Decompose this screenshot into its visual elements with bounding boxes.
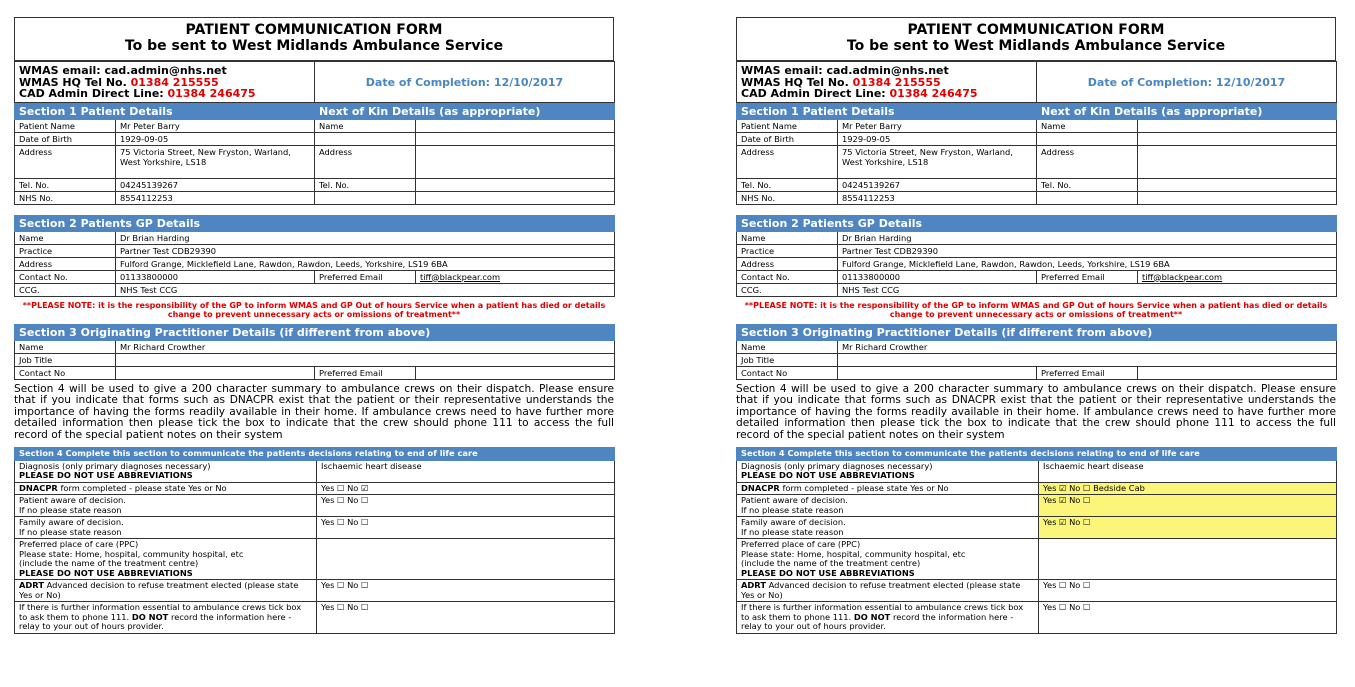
patient-aware-label: Patient aware of decision. If no please state reason <box>15 495 317 517</box>
section3-table <box>736 324 1337 380</box>
section4-instructions: Section 4 will be used to give a 200 character summary to ambulance crews on their dispatch. Please ensure that if you indicate that forms such as DNACPR exist that the patient or their representative understands the importance of having the forms readily available in their home. If ambulance crews need to have further more detailed information then please tick the box to indicate that the crew should phone 111 to access the full record of the special patient notes on their system <box>14 382 614 441</box>
further-info-label: If there is further information essential to ambulance crews tick box to ask them to phone 111. DO NOT record the information here - relay to your out of hours provider. <box>737 602 1039 634</box>
gp-address-value: Fulford Grange, Micklefield Lane, Rawdon, Rawdon, Leeds, Yorkshire, LS19 6BA <box>838 257 1337 270</box>
practice-value: Partner Test CDB29390 <box>838 244 1337 257</box>
section1-header: Section 1 Patient Details <box>15 103 315 119</box>
label: Name <box>737 340 838 353</box>
label: Tel. No. <box>315 178 416 191</box>
gp-contact-value: 01133800000 <box>116 270 315 283</box>
label: Name <box>15 231 116 244</box>
kin-name-value[interactable] <box>1138 119 1337 132</box>
date-of-completion: Date of Completion: 12/10/2017 <box>1037 62 1337 103</box>
practitioner-email-value[interactable] <box>416 366 615 379</box>
gp-responsibility-note: **PLEASE NOTE: it is the responsibility of the GP to inform WMAS and GP Out of hours Service when a patient has died or details change to prevent unnecessary acts or omissions of treatment** <box>22 300 606 319</box>
gp-name-value: Dr Brian Harding <box>838 231 1337 244</box>
label: Date of Birth <box>737 132 838 145</box>
gp-name-value: Dr Brian Harding <box>116 231 615 244</box>
gp-email-link[interactable]: tiff@blackpear.com <box>416 270 615 283</box>
address-value: 75 Victoria Street, New Fryston, Warland, West Yorkshire, LS18 <box>838 145 1037 178</box>
label: Address <box>15 145 116 178</box>
empty-cell <box>1138 191 1337 204</box>
family-aware-checkboxes[interactable]: Yes ☐ No ☐ <box>317 517 615 539</box>
wmas-contact-info: WMAS email: cad.admin@nhs.net WMAS HQ Tel No. 01384 215555 CAD Admin Direct Line: 01384 246475 <box>15 62 315 103</box>
job-title-value[interactable] <box>116 353 615 366</box>
empty-cell <box>315 191 416 204</box>
kin-address-value[interactable] <box>1138 145 1337 178</box>
dnacpr-label: DNACPR form completed - please state Yes or No <box>15 482 317 495</box>
further-info-label: If there is further information essential to ambulance crews tick box to ask them to phone 111. DO NOT record the information here - relay to your out of hours provider. <box>15 602 317 634</box>
dnacpr-checkboxes[interactable]: Yes ☐ No ☑ <box>317 482 615 495</box>
contact-table <box>736 61 1337 103</box>
patient-name-value: Mr Peter Barry <box>116 119 315 132</box>
label: Preferred Email <box>315 270 416 283</box>
empty-cell <box>315 132 416 145</box>
family-aware-label: Family aware of decision. If no please state reason <box>15 517 317 539</box>
further-info-checkboxes[interactable]: Yes ☐ No ☐ <box>1039 602 1337 634</box>
family-aware-checkboxes[interactable]: Yes ☑ No ☐ <box>1039 517 1337 539</box>
adrt-label: ADRT Advanced decision to refuse treatment elected (please state Yes or No) <box>15 580 317 602</box>
adrt-checkboxes[interactable]: Yes ☐ No ☐ <box>317 580 615 602</box>
label: Preferred Email <box>1037 270 1138 283</box>
next-of-kin-header: Next of Kin Details (as appropriate) <box>1037 103 1337 119</box>
further-info-checkboxes[interactable]: Yes ☐ No ☐ <box>317 602 615 634</box>
diagnosis-value: Ischaemic heart disease <box>1039 460 1337 482</box>
section1-table <box>14 103 615 205</box>
label: Contact No. <box>737 270 838 283</box>
empty-cell <box>416 132 615 145</box>
practitioner-name-value: Mr Richard Crowther <box>116 340 615 353</box>
dob-value: 1929-09-05 <box>116 132 315 145</box>
section2-header: Section 2 Patients GP Details <box>737 215 1337 231</box>
address-value: 75 Victoria Street, New Fryston, Warland, West Yorkshire, LS18 <box>116 145 315 178</box>
dnacpr-label: DNACPR form completed - please state Yes or No <box>737 482 1039 495</box>
nhs-value: 8554112253 <box>838 191 1037 204</box>
label: Preferred Email <box>315 366 416 379</box>
label: Tel. No. <box>1037 178 1138 191</box>
patient-communication-form-right <box>736 17 1336 634</box>
section4-header: Section 4 Complete this section to communicate the patients decisions relating to end of life care <box>737 448 1337 461</box>
adrt-label: ADRT Advanced decision to refuse treatment elected (please state Yes or No) <box>737 580 1039 602</box>
nhs-value: 8554112253 <box>116 191 315 204</box>
form-title: PATIENT COMMUNICATION FORM To be sent to West Midlands Ambulance Service <box>737 18 1336 61</box>
kin-name-value[interactable] <box>416 119 615 132</box>
contact-table <box>14 61 615 103</box>
section3-header: Section 3 Originating Practitioner Details (if different from above) <box>737 324 1337 340</box>
label: Patient Name <box>15 119 116 132</box>
ppc-value[interactable] <box>1039 539 1337 580</box>
section2-table <box>736 215 1337 297</box>
diagnosis-label: Diagnosis (only primary diagnoses necessary) PLEASE DO NOT USE ABBREVIATIONS <box>15 460 317 482</box>
section4-header: Section 4 Complete this section to communicate the patients decisions relating to end of life care <box>15 448 615 461</box>
label: Name <box>737 231 838 244</box>
gp-address-value: Fulford Grange, Micklefield Lane, Rawdon, Rawdon, Leeds, Yorkshire, LS19 6BA <box>116 257 615 270</box>
section3-header: Section 3 Originating Practitioner Details (if different from above) <box>15 324 615 340</box>
label: CCG. <box>737 283 838 296</box>
label: Practice <box>737 244 838 257</box>
label: Contact No <box>737 366 838 379</box>
section1-header: Section 1 Patient Details <box>737 103 1037 119</box>
patient-name-value: Mr Peter Barry <box>838 119 1037 132</box>
diagnosis-label: Diagnosis (only primary diagnoses necessary) PLEASE DO NOT USE ABBREVIATIONS <box>737 460 1039 482</box>
gp-responsibility-note: **PLEASE NOTE: it is the responsibility of the GP to inform WMAS and GP Out of hours Service when a patient has died or details change to prevent unnecessary acts or omissions of treatment** <box>744 300 1328 319</box>
ppc-label: Preferred place of care (PPC) Please state: Home, hospital, community hospital, etc (include the name of the treatment centre) PLEASE DO NOT USE ABBREVIATIONS <box>15 539 317 580</box>
adrt-checkboxes[interactable]: Yes ☐ No ☐ <box>1039 580 1337 602</box>
label: Tel. No. <box>737 178 838 191</box>
section4-table <box>736 447 1337 634</box>
form-title: PATIENT COMMUNICATION FORM To be sent to West Midlands Ambulance Service <box>15 18 614 61</box>
practitioner-contact-value[interactable] <box>116 366 315 379</box>
ppc-label: Preferred place of care (PPC) Please state: Home, hospital, community hospital, etc (include the name of the treatment centre) PLEASE DO NOT USE ABBREVIATIONS <box>737 539 1039 580</box>
label: CCG. <box>15 283 116 296</box>
label: Tel. No. <box>15 178 116 191</box>
patient-aware-checkboxes[interactable]: Yes ☐ No ☐ <box>317 495 615 517</box>
empty-cell <box>1037 191 1138 204</box>
label: Address <box>315 145 416 178</box>
label: Job Title <box>737 353 838 366</box>
dnacpr-checkboxes[interactable]: Yes ☑ No ☐ Bedside Cab <box>1039 482 1337 495</box>
label: Contact No <box>15 366 116 379</box>
kin-tel-value[interactable] <box>416 178 615 191</box>
section4-table <box>14 447 615 634</box>
job-title-value[interactable] <box>838 353 1337 366</box>
label: Name <box>15 340 116 353</box>
next-of-kin-header: Next of Kin Details (as appropriate) <box>315 103 615 119</box>
ccg-value: NHS Test CCG <box>838 283 1337 296</box>
label: Address <box>1037 145 1138 178</box>
label: Job Title <box>15 353 116 366</box>
section2-header: Section 2 Patients GP Details <box>15 215 615 231</box>
ccg-value: NHS Test CCG <box>116 283 615 296</box>
label: Address <box>737 257 838 270</box>
practitioner-name-value: Mr Richard Crowther <box>838 340 1337 353</box>
gp-contact-value: 01133800000 <box>838 270 1037 283</box>
empty-cell <box>1037 132 1138 145</box>
tel-value: 04245139267 <box>116 178 315 191</box>
section4-instructions: Section 4 will be used to give a 200 character summary to ambulance crews on their dispatch. Please ensure that if you indicate that forms such as DNACPR exist that the patient or their representative understands the importance of having the forms readily available in their home. If ambulance crews need to have further more detailed information then please tick the box to indicate that the crew should phone 111 to access the full record of the special patient notes on their system <box>736 382 1336 441</box>
label: Name <box>1037 119 1138 132</box>
ppc-value[interactable] <box>317 539 615 580</box>
empty-cell <box>1138 132 1337 145</box>
practice-value: Partner Test CDB29390 <box>116 244 615 257</box>
diagnosis-value: Ischaemic heart disease <box>317 460 615 482</box>
label: Preferred Email <box>1037 366 1138 379</box>
practitioner-email-value[interactable] <box>1138 366 1337 379</box>
label: Patient Name <box>737 119 838 132</box>
label: Address <box>737 145 838 178</box>
label: NHS No. <box>15 191 116 204</box>
section3-table <box>14 324 615 380</box>
practitioner-contact-value[interactable] <box>838 366 1037 379</box>
patient-aware-label: Patient aware of decision. If no please state reason <box>737 495 1039 517</box>
section1-table <box>736 103 1337 205</box>
label: Practice <box>15 244 116 257</box>
form-title-table <box>14 17 614 61</box>
empty-cell <box>416 191 615 204</box>
label: NHS No. <box>737 191 838 204</box>
patient-communication-form-left <box>14 17 614 634</box>
label: Address <box>15 257 116 270</box>
wmas-contact-info: WMAS email: cad.admin@nhs.net WMAS HQ Tel No. 01384 215555 CAD Admin Direct Line: 01384 246475 <box>737 62 1037 103</box>
form-title-table <box>736 17 1336 61</box>
label: Contact No. <box>15 270 116 283</box>
kin-address-value[interactable] <box>416 145 615 178</box>
patient-aware-checkboxes[interactable]: Yes ☑ No ☐ <box>1039 495 1337 517</box>
label: Date of Birth <box>15 132 116 145</box>
date-of-completion: Date of Completion: 12/10/2017 <box>315 62 615 103</box>
family-aware-label: Family aware of decision. If no please state reason <box>737 517 1039 539</box>
tel-value: 04245139267 <box>838 178 1037 191</box>
section2-table <box>14 215 615 297</box>
label: Name <box>315 119 416 132</box>
dob-value: 1929-09-05 <box>838 132 1037 145</box>
gp-email-link[interactable]: tiff@blackpear.com <box>1138 270 1337 283</box>
kin-tel-value[interactable] <box>1138 178 1337 191</box>
